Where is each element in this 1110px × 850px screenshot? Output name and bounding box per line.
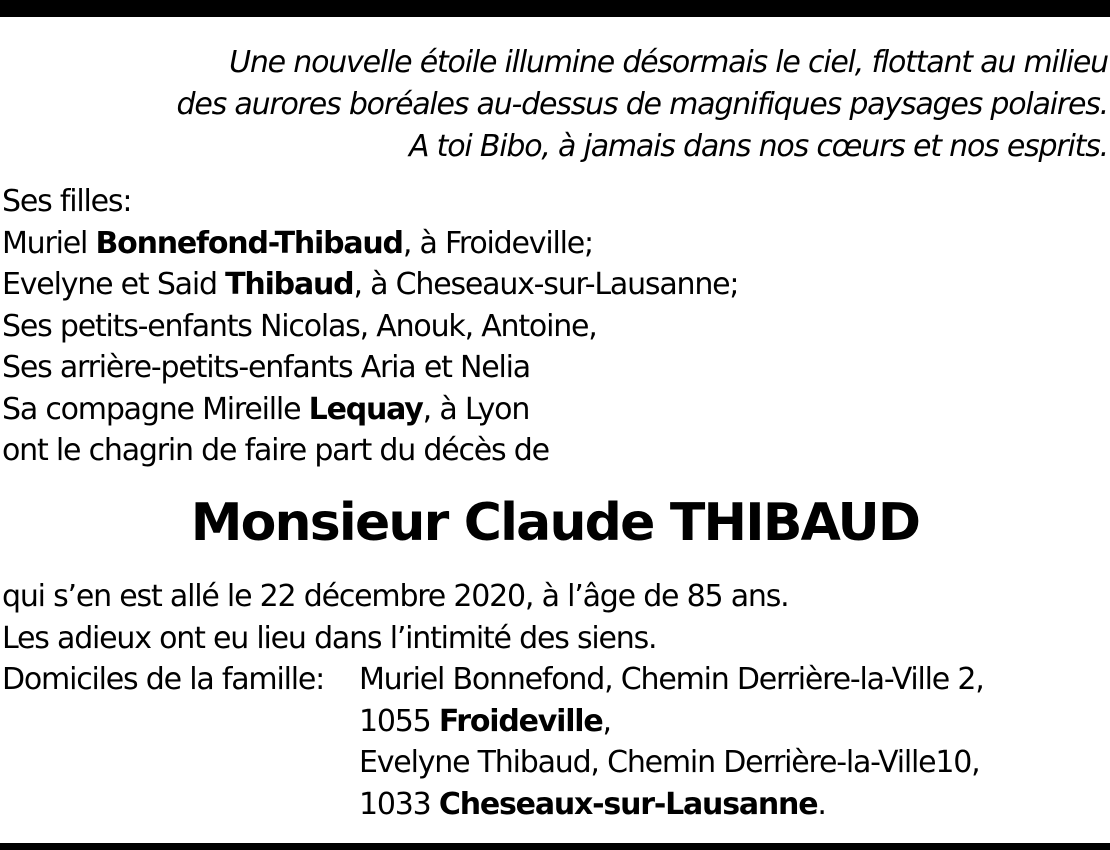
domiciles-label: Domiciles de la famille:: [2, 662, 325, 697]
punct: .: [817, 786, 826, 822]
last-name: Lequay: [308, 391, 423, 427]
first-name: Sa compagne Mireille: [2, 391, 309, 427]
farewell-line: Les adieux ont eu lieu dans l’intimité des siens.: [2, 620, 657, 656]
zip: 1033: [359, 786, 439, 822]
place: , à Froideville;: [402, 225, 593, 261]
family-daughter-1: [2, 223, 738, 265]
domiciles-line: [2, 659, 984, 701]
city: Froideville: [438, 703, 603, 739]
last-name: Bonnefond-Thibaud: [95, 225, 403, 261]
family-companion: [2, 389, 738, 431]
details: [2, 576, 984, 825]
family-grandchildren: Ses petits-enfants Nicolas, Anouk, Antoine,: [2, 308, 597, 344]
family-great-grandchildren: Ses arrière-petits-enfants Aria et Nelia: [2, 350, 530, 385]
punct: ,: [602, 703, 611, 739]
place: , à Cheseaux-sur-Lausanne;: [353, 267, 739, 302]
announcement: ont le chagrin de faire part du décès de: [2, 433, 549, 468]
address-2-city-line: [2, 784, 984, 826]
poem-line: des aurores boréales au-dessus de magnifiques paysages polaires.: [176, 87, 1108, 122]
city: Cheseaux-sur-Lausanne: [438, 786, 818, 822]
passing-line: qui s’en est allé le 22 décembre 2020, à l’âge de 85 ans.: [2, 579, 789, 614]
first-name: Muriel: [2, 225, 96, 261]
family-list: [2, 181, 738, 472]
place: , à Lyon: [422, 391, 530, 427]
zip: 1055: [359, 703, 439, 739]
last-name: Thibaud: [225, 267, 354, 302]
family-intro: Ses filles:: [2, 184, 132, 219]
poem-line: Une nouvelle étoile illumine désormais le ciel, flottant au milieu: [229, 45, 1108, 80]
deceased-name: Monsieur Claude THIBAUD: [190, 493, 920, 553]
address-1-street: Muriel Bonnefond, Chemin Derrière-la-Ville 2,: [359, 662, 984, 697]
family-daughter-2: [2, 264, 738, 306]
poem-line: A toi Bibo, à jamais dans nos cœurs et nos esprits.: [409, 129, 1108, 164]
first-name: Evelyne et Said: [2, 267, 226, 302]
poem: [177, 42, 1108, 168]
address-2-street: Evelyne Thibaud, Chemin Derrière-la-Ville10,: [359, 745, 980, 780]
top-rule: [0, 0, 1110, 17]
address-1-city-line: [2, 701, 984, 743]
bottom-rule: [0, 843, 1110, 850]
